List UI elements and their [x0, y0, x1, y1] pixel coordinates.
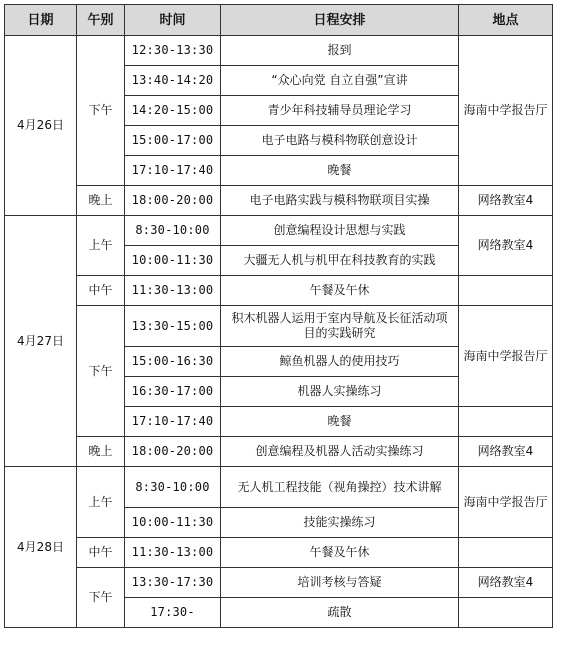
table-row: [5, 568, 553, 598]
agenda-cell: 报到: [221, 36, 459, 66]
header-agenda: 日程安排: [221, 5, 459, 36]
time-cell: 8:30-10:00: [125, 467, 221, 508]
period-cell: 晚上: [77, 437, 125, 467]
table-row: [5, 437, 553, 467]
time-cell: 13:40-14:20: [125, 66, 221, 96]
agenda-cell: 青少年科技辅导员理论学习: [221, 96, 459, 126]
agenda-text: 无人机工程技能（视角操控）技术讲解: [237, 479, 442, 494]
location-cell: [459, 538, 553, 568]
time-cell: 18:00-20:00: [125, 437, 221, 467]
table-row: [5, 36, 553, 66]
location-cell: [459, 276, 553, 306]
agenda-cell: “众心向党 自立自强”宣讲: [221, 66, 459, 96]
time-cell: 11:30-13:00: [125, 538, 221, 568]
location-cell: [459, 598, 553, 628]
period-cell: 中午: [77, 538, 125, 568]
table-row: [5, 186, 553, 216]
period-cell: 下午: [77, 568, 125, 628]
table-row: [5, 306, 553, 347]
header-location: 地点: [459, 5, 553, 36]
agenda-cell: 电子电路实践与模科物联项目实操: [221, 186, 459, 216]
agenda-cell: 晚餐: [221, 407, 459, 437]
date-cell: 4月28日: [5, 467, 77, 628]
location-cell: 网络教室4: [459, 568, 553, 598]
period-cell: 中午: [77, 276, 125, 306]
table-row: [5, 467, 553, 508]
agenda-text: 积木机器人运用于室内导航及长征活动项目的实践研究: [231, 311, 448, 340]
time-cell: 17:30-: [125, 598, 221, 628]
time-cell: 16:30-17:00: [125, 377, 221, 407]
agenda-cell: 创意编程设计思想与实践: [221, 216, 459, 246]
agenda-cell: 技能实操练习: [221, 508, 459, 538]
location-cell: 海南中学报告厅: [459, 306, 553, 407]
schedule-table: [4, 4, 553, 628]
header-row: [5, 5, 553, 36]
time-cell: 13:30-15:00: [125, 306, 221, 347]
period-cell: 上午: [77, 467, 125, 538]
header-period: 午别: [77, 5, 125, 36]
agenda-cell: 大疆无人机与机甲在科技教育的实践: [221, 246, 459, 276]
agenda-cell: 创意编程及机器人活动实操练习: [221, 437, 459, 467]
table-row: [5, 216, 553, 246]
table-row: [5, 538, 553, 568]
header-date: 日期: [5, 5, 77, 36]
agenda-cell: 午餐及午休: [221, 276, 459, 306]
time-cell: 12:30-13:30: [125, 36, 221, 66]
time-cell: 10:00-11:30: [125, 508, 221, 538]
agenda-cell: 电子电路与模科物联创意设计: [221, 126, 459, 156]
time-cell: 17:10-17:40: [125, 156, 221, 186]
location-cell: 海南中学报告厅: [459, 36, 553, 186]
period-cell: 下午: [77, 306, 125, 437]
agenda-cell: 培训考核与答疑: [221, 568, 459, 598]
location-cell: 海南中学报告厅: [459, 467, 553, 538]
location-cell: [459, 407, 553, 437]
time-cell: 13:30-17:30: [125, 568, 221, 598]
agenda-cell: 午餐及午休: [221, 538, 459, 568]
agenda-cell: 机器人实操练习: [221, 377, 459, 407]
agenda-cell: 鲸鱼机器人的使用技巧: [221, 347, 459, 377]
time-cell: 15:00-17:00: [125, 126, 221, 156]
location-cell: 网络教室4: [459, 437, 553, 467]
time-cell: 17:10-17:40: [125, 407, 221, 437]
time-cell: 10:00-11:30: [125, 246, 221, 276]
agenda-cell: [221, 306, 459, 347]
header-time: 时间: [125, 5, 221, 36]
agenda-cell: 晚餐: [221, 156, 459, 186]
table-row: [5, 276, 553, 306]
period-cell: 上午: [77, 216, 125, 276]
location-cell: 网络教室4: [459, 186, 553, 216]
location-cell: 网络教室4: [459, 216, 553, 276]
period-cell: 晚上: [77, 186, 125, 216]
time-cell: 18:00-20:00: [125, 186, 221, 216]
time-cell: 11:30-13:00: [125, 276, 221, 306]
date-cell: 4月27日: [5, 216, 77, 467]
agenda-cell: [221, 467, 459, 508]
time-cell: 8:30-10:00: [125, 216, 221, 246]
time-cell: 14:20-15:00: [125, 96, 221, 126]
period-cell: 下午: [77, 36, 125, 186]
agenda-cell: 疏散: [221, 598, 459, 628]
time-cell: 15:00-16:30: [125, 347, 221, 377]
date-cell: 4月26日: [5, 36, 77, 216]
